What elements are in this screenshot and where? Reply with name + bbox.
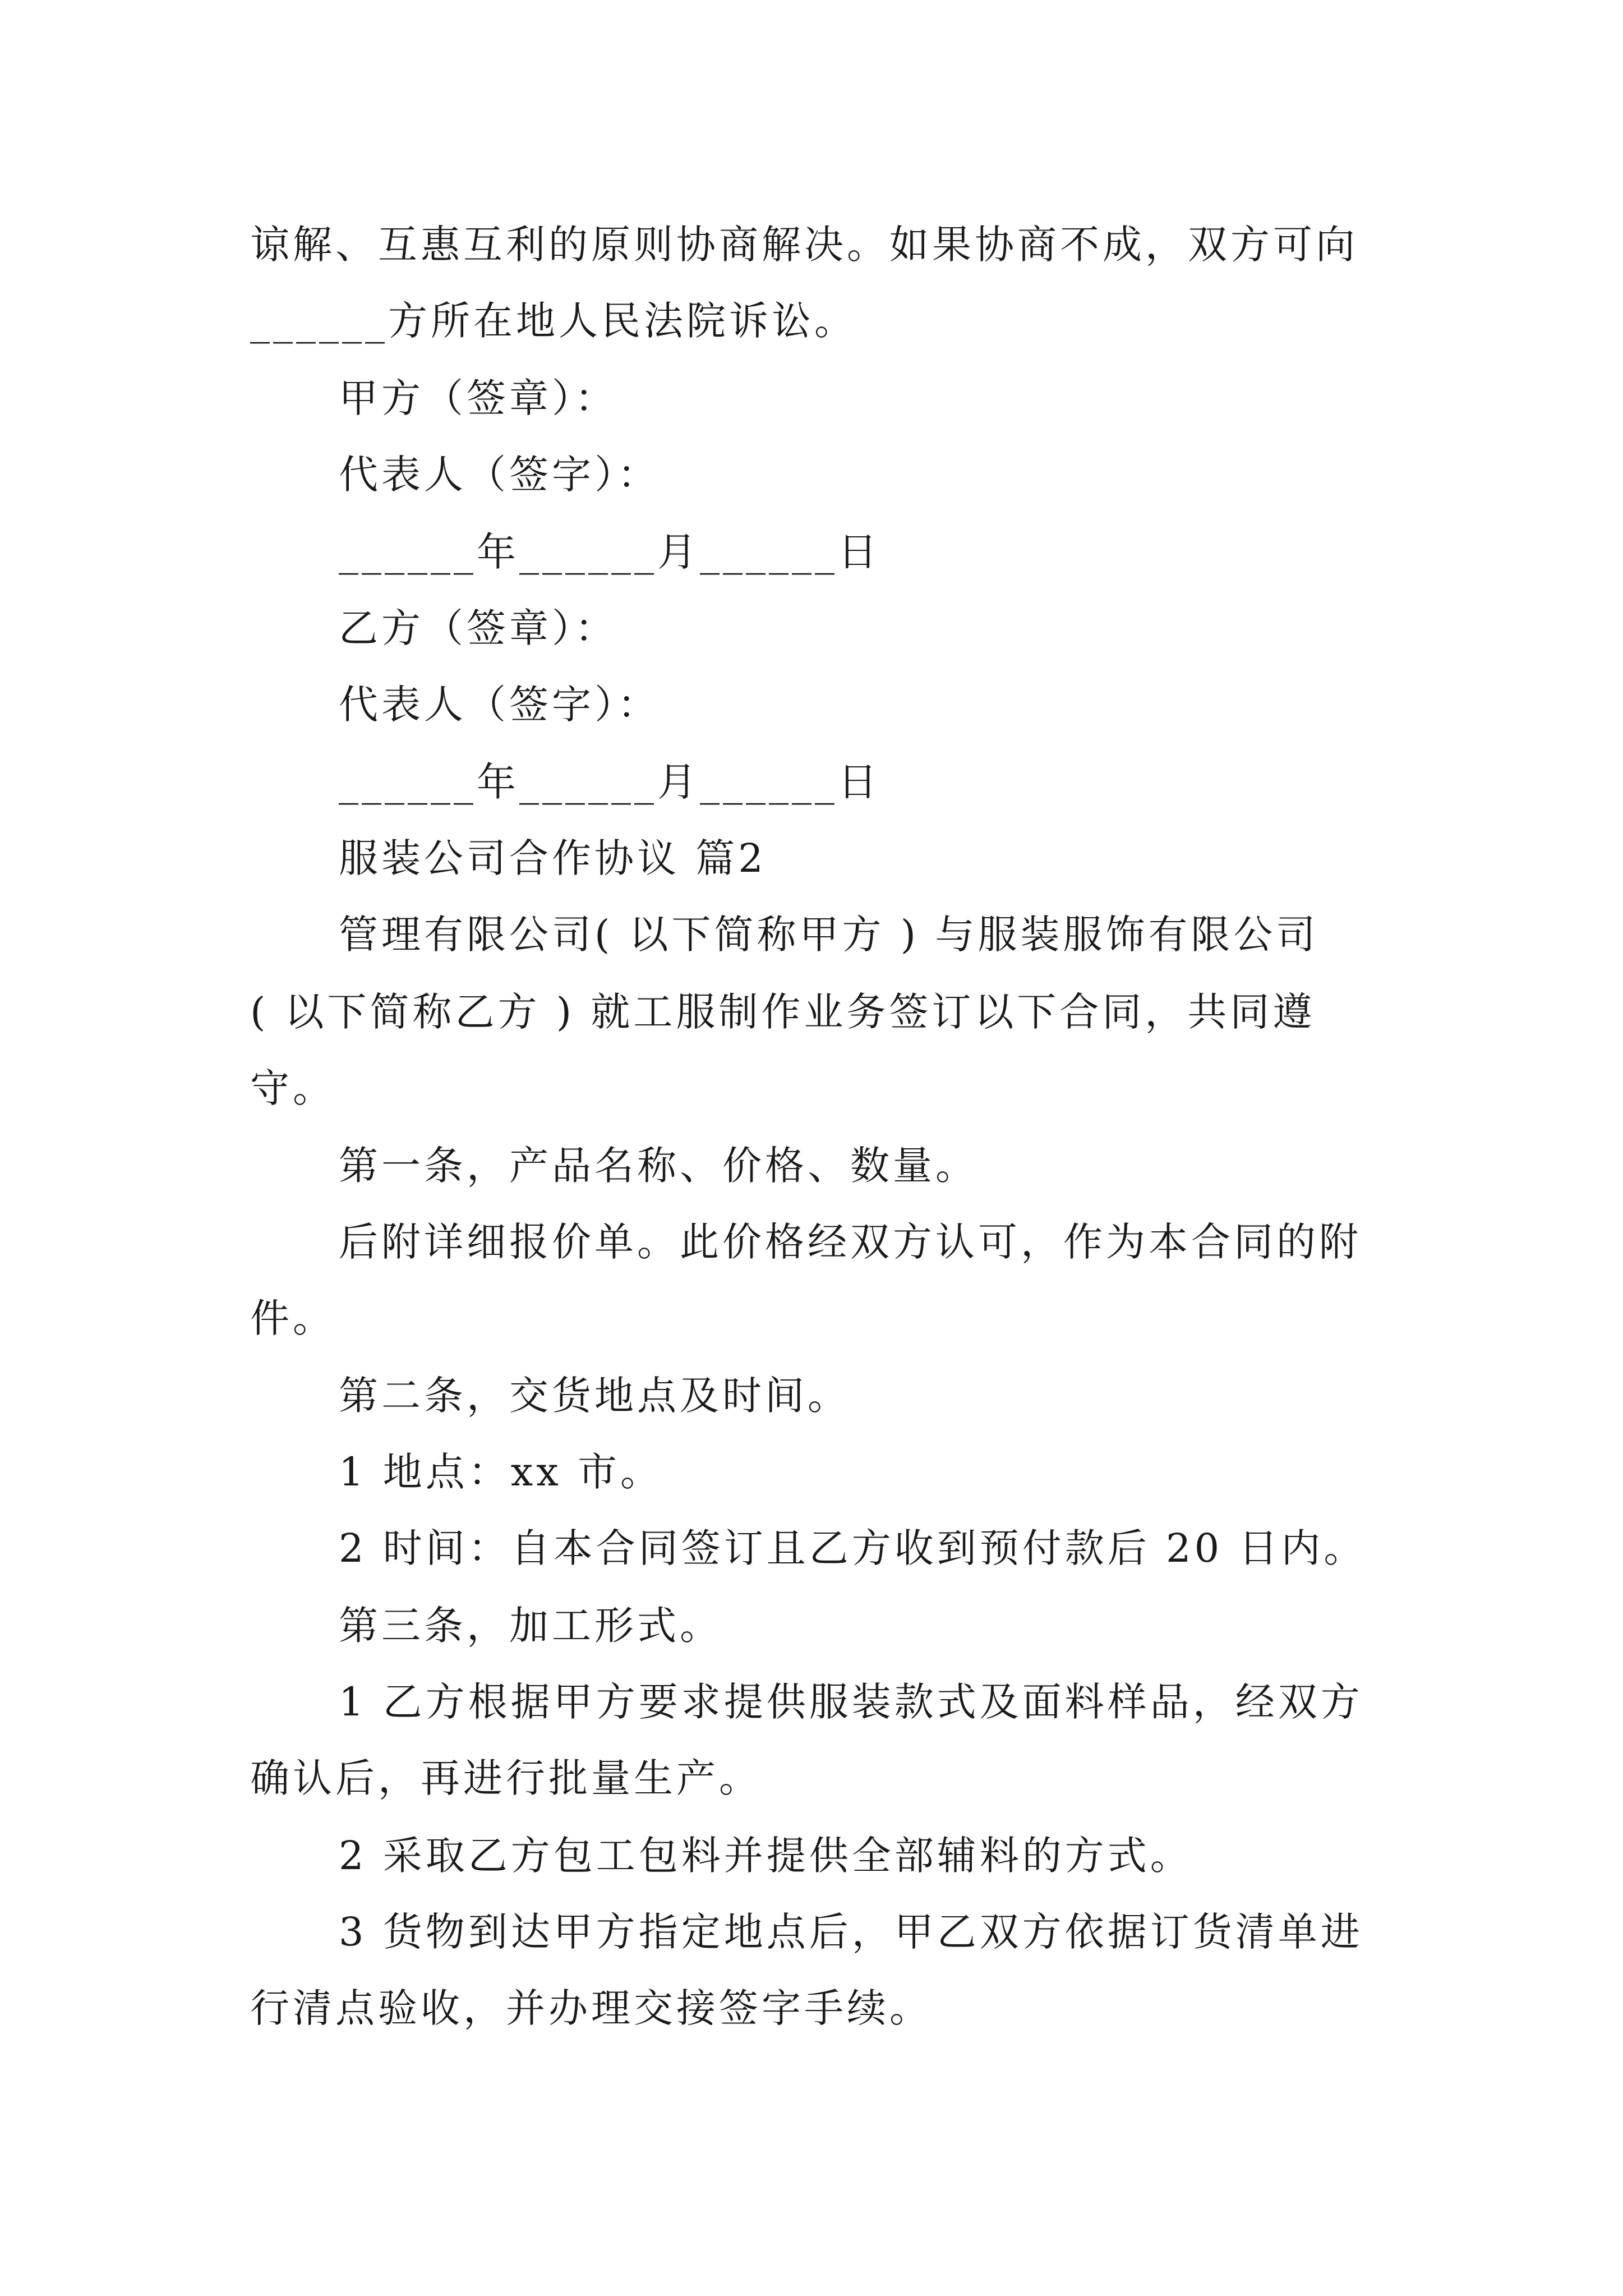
signature-representative-a-label: 代表人（签字）： (339, 452, 660, 498)
paragraph-line: ______方所在地人民法院诉讼。 (250, 298, 857, 344)
list-item: 1 地点：xx 市。 (339, 1449, 663, 1495)
paragraph-line: ( 以下简称乙方 ) 就工服制作业务签订以下合同，共同遵 (250, 989, 1316, 1035)
article-heading: 第一条，产品名称、价格、数量。 (339, 1143, 978, 1189)
list-item: 3 货物到达甲方指定地点后，甲乙双方依据订货清单进 (339, 1909, 1363, 1955)
paragraph-line: 件。 (250, 1295, 335, 1341)
list-item: 1 乙方根据甲方要求提供服装款式及面料样品，经双方 (339, 1679, 1363, 1725)
paragraph-line: 行清点验收，并办理交接签字手续。 (250, 1985, 932, 2031)
paragraph-line: 管理有限公司( 以下简称甲方 ) 与服装服饰有限公司 (339, 912, 1319, 958)
list-item: 2 采取乙方包工包料并提供全部辅料的方式。 (339, 1833, 1193, 1879)
article-heading: 第二条，交货地点及时间。 (339, 1373, 850, 1419)
signature-party-b-label: 乙方（签章）： (339, 605, 617, 651)
paragraph-line: 后附详细报价单。此价格经双方认可，作为本合同的附 (339, 1219, 1362, 1265)
paragraph-line: 确认后，再进行批量生产。 (250, 1755, 762, 1801)
signature-representative-b-label: 代表人（签字）： (339, 682, 660, 728)
article-heading: 第三条，加工形式。 (339, 1603, 722, 1649)
date-line-b: ______年______月______日 (339, 759, 880, 805)
paragraph-line: 谅解、互惠互利的原则协商解决。如果协商不成，双方可向 (250, 222, 1358, 268)
signature-party-a-label: 甲方（签章）： (339, 375, 617, 421)
paragraph-line: 守。 (250, 1065, 335, 1111)
section-heading: 服装公司合作协议 篇2 (339, 835, 767, 881)
list-item: 2 时间：自本合同签订且乙方收到预付款后 20 日内。 (339, 1525, 1367, 1571)
date-line-a: ______年______月______日 (339, 529, 880, 575)
